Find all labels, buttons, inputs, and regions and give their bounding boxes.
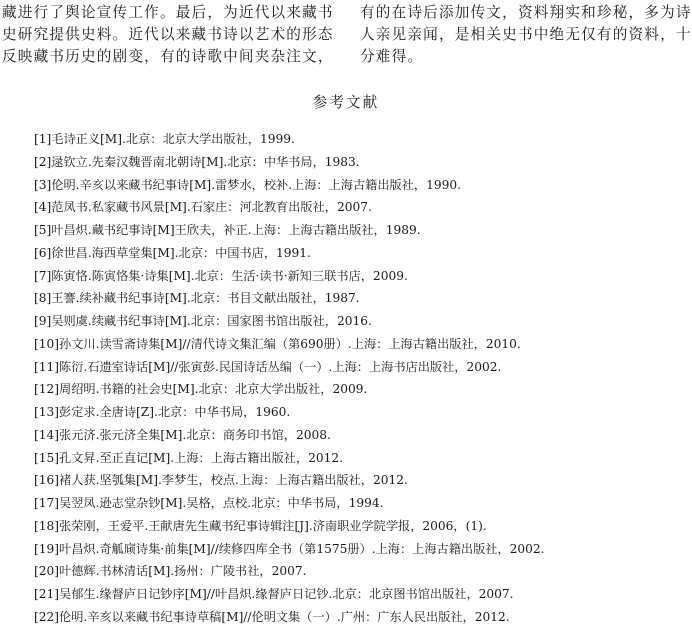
reference-item: [7]陈寅恪.陈寅恪集·诗集[M].北京：生活·读书·新知三联书店，2009. [34,268,408,283]
body-text-line: 分难得。 [360,48,424,65]
reference-item: [5]叶昌炽.藏书纪事诗[M]王欣夫，补正.上海：上海古籍出版社，1989. [34,223,421,237]
reference-item: [21]吴郁生.缘督庐日记钞序[M]//叶昌炽.缘督庐日记钞.北京：北京图书馆出版社，2007. [34,587,514,601]
reference-item: [4]范凤书.私家藏书风景[M].石家庄：河北教育出版社，2007. [34,200,372,215]
reference-item: [12]周绍明.书籍的社会史[M].北京：北京大学出版社，2009. [34,382,368,397]
reference-item: [8]王謇.续补藏书纪事诗[M].北京：书目文献出版社，1987. [34,291,360,306]
body-text-left-column [2,2,332,68]
reference-item: [10]孙文川.读雪斋诗集[M]//清代诗文集汇编（第690册）.上海：上海古籍出版社，2010. [34,336,521,351]
body-text-line: 有的在诗后添加传文，资料翔实和珍秘，多为诗 [360,4,692,21]
reference-item: [2]逯钦立.先秦汉魏晋南北朝诗[M].北京：中华书局，1983. [34,154,360,169]
body-text-right-column [360,2,690,68]
reference-item: [18]张荣刚，王爱平.王献唐先生藏书纪事诗辑注[J].济南职业学院学报，2006，(1). [34,518,487,533]
reference-list [34,128,690,629]
reference-item: [22]伦明.辛亥以来藏书纪事诗草稿[M]//伦明文集（一）.广州：广东人民出版社，2012. [34,609,510,624]
reference-item: [3]伦明.辛亥以来藏书纪事诗[M].雷梦水，校补.上海：上海古籍出版社，1990. [34,177,462,192]
references-heading: 参考文献 [312,94,380,111]
body-text-line: 史研究提供史料。近代以来藏书诗以艺术的形态 [2,26,334,43]
reference-item: [19]叶昌炽.奇觚庼诗集·前集[M]//续修四库全书（第1575册）.上海：上海古籍出版社，2002. [34,541,545,556]
reference-item: [15]孔文昇.至正直记[M].上海：上海古籍出版社，2012. [34,450,344,465]
reference-item: [11]陈衍.石遗室诗话[M]//张寅彭.民国诗话丛编（一）.上海：上海书店出版社，2002. [34,359,502,374]
reference-item: [6]徐世昌.海西草堂集[M].北京：中国书店，1991. [34,245,311,260]
reference-item: [20]叶德辉.书林清话[M].扬州：广陵书社，2007. [34,564,307,579]
body-text-line: 反映藏书历史的剧变，有的诗歌中间夹杂注文， [2,48,334,65]
body-text-line: 人亲见亲闻，是相关史书中绝无仅有的资料，十 [360,26,692,43]
body-text-line: 藏进行了舆论宣传工作。最后，为近代以来藏书 [2,4,334,21]
reference-item: [13]彭定求.全唐诗[Z].北京：中华书局，1960. [34,405,291,419]
reference-item: [16]褚人获.坚瓠集[M].李梦生，校点.上海：上海古籍出版社，2012. [34,473,408,488]
reference-item: [9]吴则虞.续藏书纪事诗[M].北京：国家图书馆出版社，2016. [34,314,372,328]
reference-item: [1]毛诗正义[M].北京：北京大学出版社，1999. [34,132,295,146]
reference-item: [14]张元济.张元济全集[M].北京：商务印书馆，2008. [34,427,331,442]
reference-item: [17]吴翌凤.逊志堂杂钞[M].吴格，点校.北京：中华书局，1994. [34,496,384,510]
